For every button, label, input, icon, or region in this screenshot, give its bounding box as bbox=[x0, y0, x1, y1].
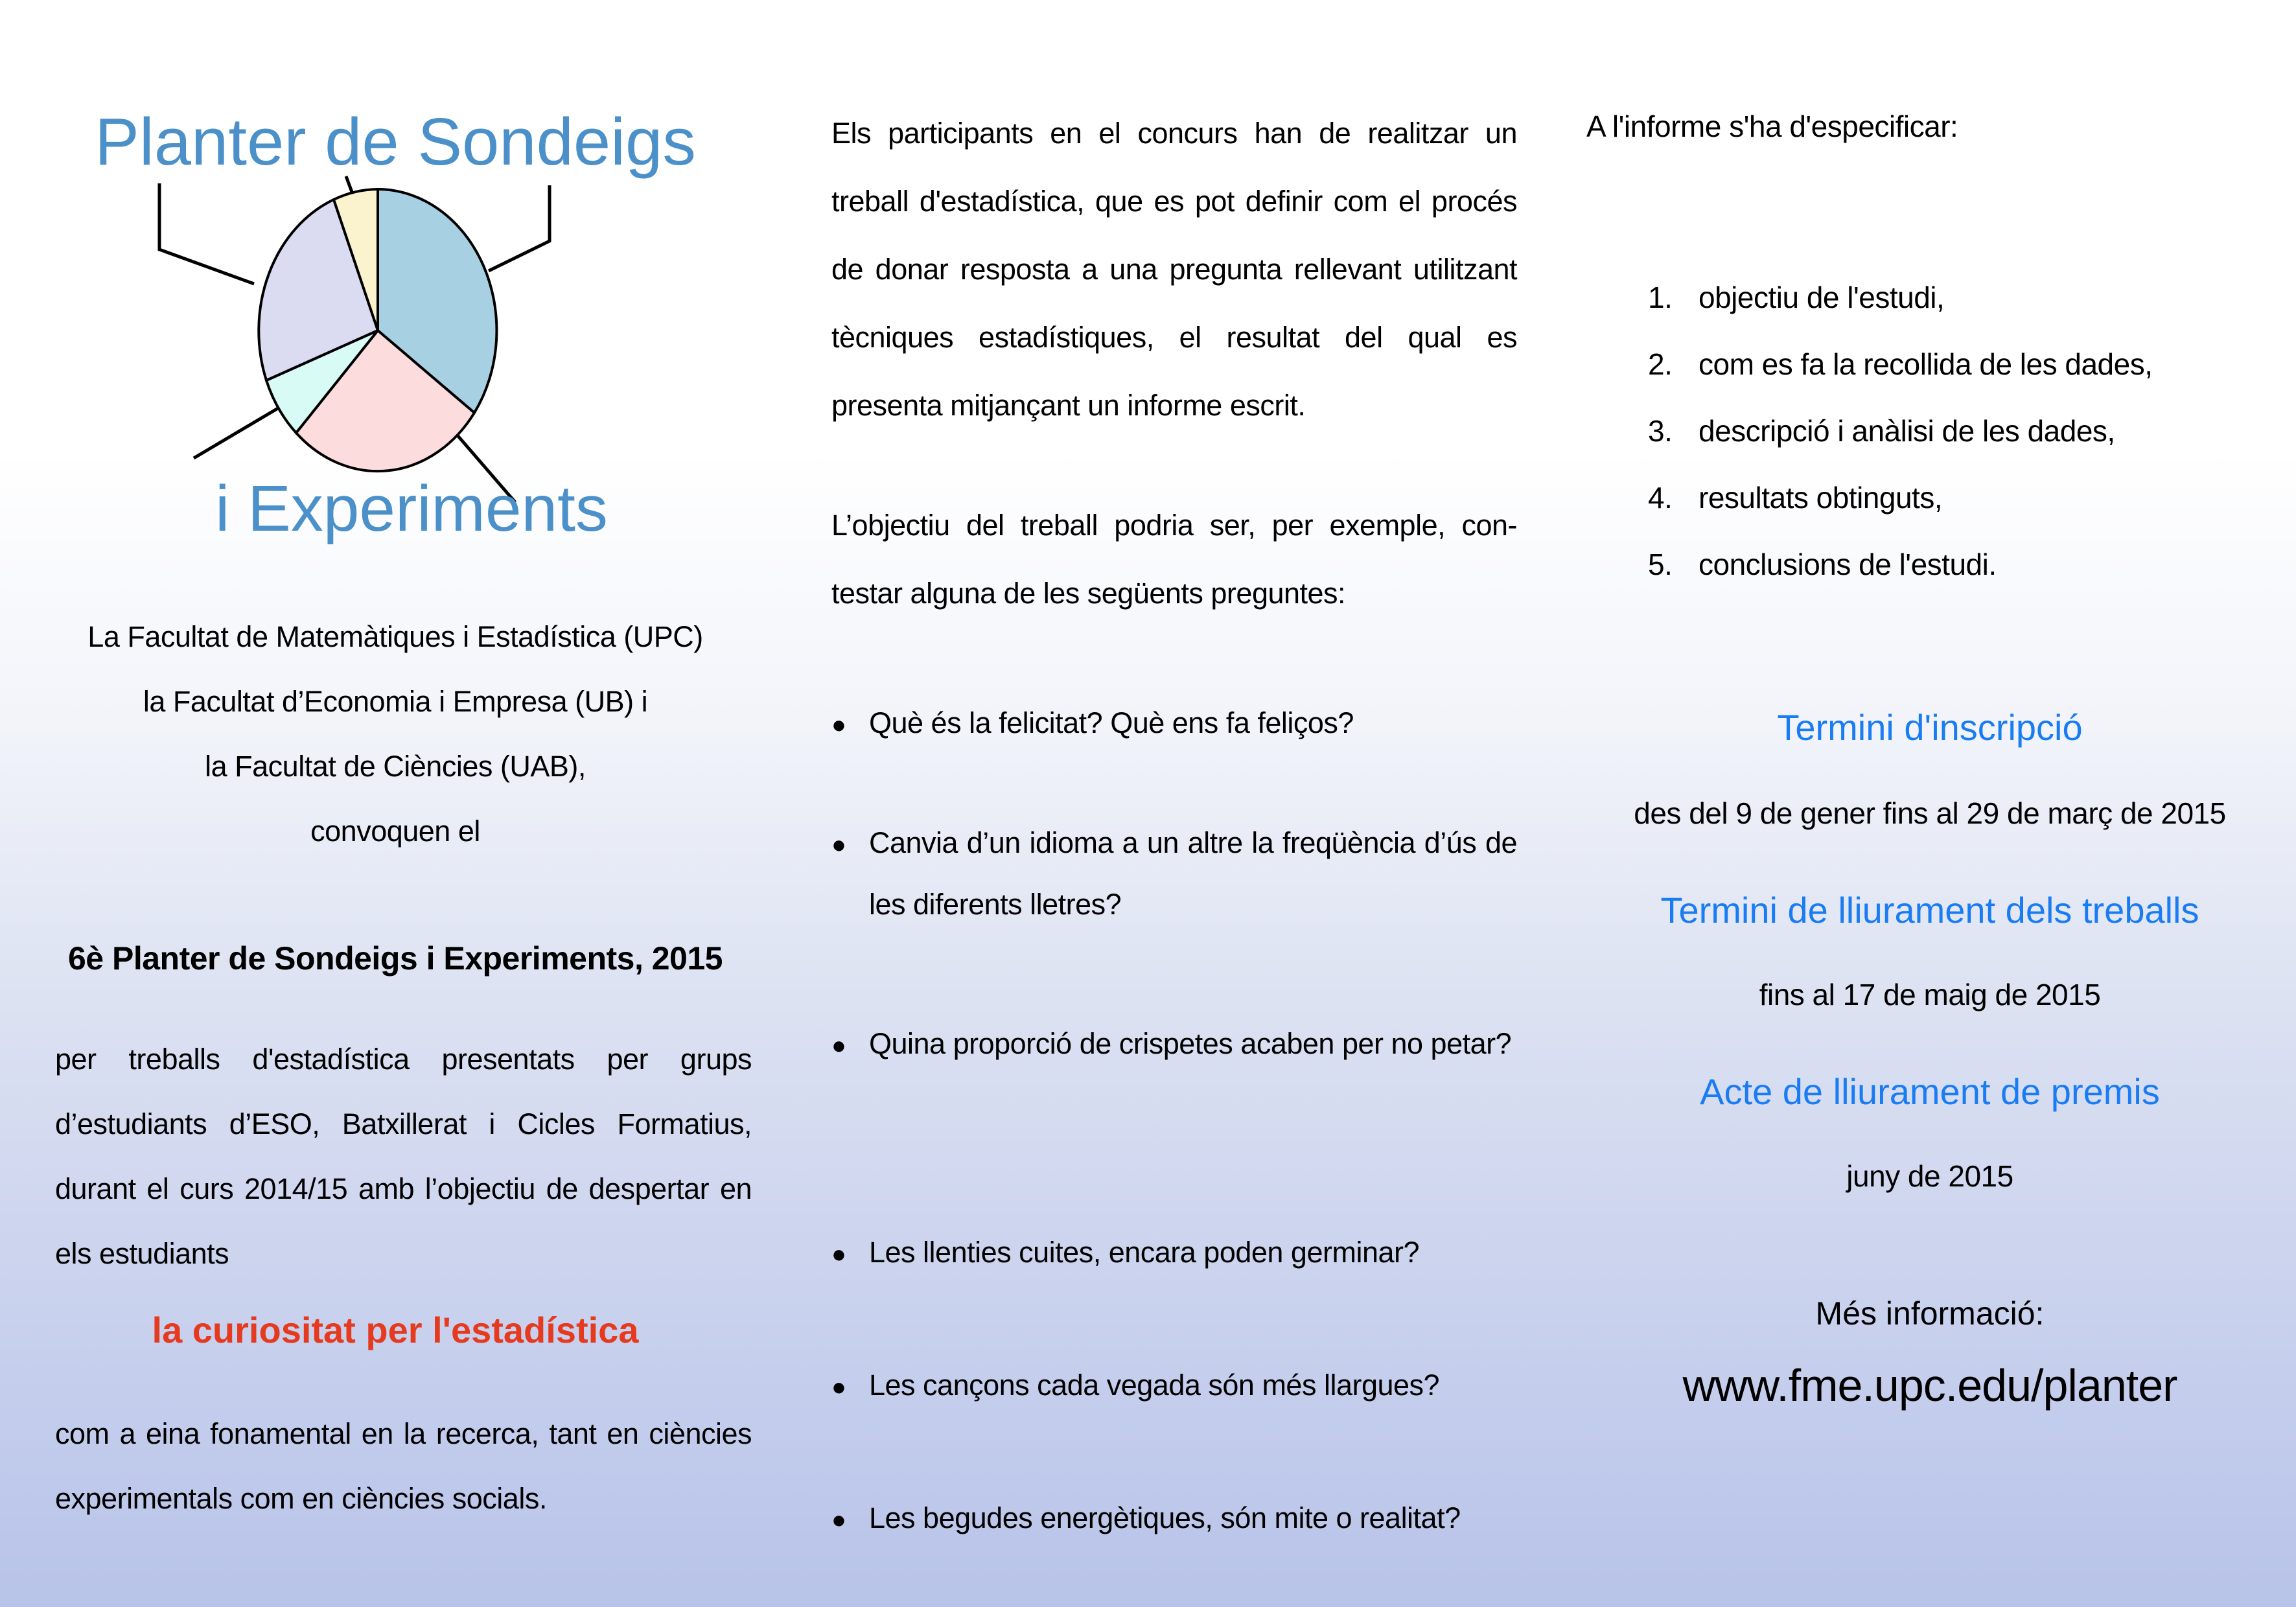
report-item: objectiu de l'estudi, bbox=[1699, 281, 1945, 314]
more-info-label: Més informació: bbox=[1815, 1295, 2045, 1332]
question-item: ● Què és la felicitat? Què ens fa feliços? bbox=[831, 692, 1517, 754]
question-item: ● Quina proporció de crispetes acaben per no petar? bbox=[831, 1013, 1517, 1074]
deadline-heading-inscription: Termini d'inscripció bbox=[1777, 707, 2083, 748]
question-item: ● Les begudes energètiques, són mite o realitat? bbox=[831, 1487, 1517, 1549]
objective-line1: L’objectiu del treball podria ser, per exemple, con- bbox=[831, 509, 1517, 542]
deadline-heading-submission: Termini de lliurament dels treballs bbox=[1660, 890, 2199, 931]
rules-paragraph: Els participants en el concurs han de realitzar un treball d'estadística, que es pot definir com el procés de donar resposta a una pregunta rellevant utilitzant tècniques estadístiques, el resultat del qual es presenta mitjançant un informe escrit. bbox=[831, 117, 1517, 422]
objective-paragraph bbox=[831, 491, 1517, 627]
deadline-heading-awards: Acte de lliurament de premis bbox=[1700, 1071, 2160, 1112]
leader-line-bottom-left bbox=[194, 408, 278, 458]
logo-title-line2: i Experiments bbox=[215, 472, 608, 545]
leader-line-left bbox=[159, 183, 254, 284]
highlight-statement: la curiositat per l'estadística bbox=[152, 1310, 639, 1350]
report-item: com es fa la recollida de les dades, bbox=[1699, 347, 2153, 381]
report-item: descripció i anàlisi de les dades, bbox=[1699, 414, 2115, 448]
organizer-line: convoquen el bbox=[310, 815, 480, 848]
organizers-block bbox=[39, 605, 752, 864]
leader-line-right bbox=[489, 185, 550, 271]
question-item: ● Canvia d’un idioma a un altre la freqüència d’ús de les diferents lletres? bbox=[831, 812, 1517, 935]
report-heading: A l'informe s'ha d'especificar: bbox=[1586, 110, 1958, 143]
report-items-list bbox=[1648, 264, 2270, 598]
question-item: ● Les llenties cuites, encara poden germinar? bbox=[831, 1221, 1517, 1283]
question-item: ● Les cançons cada vegada són més llargues? bbox=[831, 1354, 1517, 1416]
contest-description-paragraph: per treballs d'estadística presentats per grups d’estudiants d’ESO, Batxillerat i Cicles Formatius, durant el curs 2014/15 amb l’objectiu de despertar en els estudiants bbox=[55, 1043, 752, 1270]
website-url: www.fme.upc.edu/planter bbox=[1682, 1360, 2177, 1411]
deadline-detail-inscription: des del 9 de gener fins al 29 de març de 2015 bbox=[1634, 796, 2226, 830]
objective-line2: testar alguna de les següents preguntes: bbox=[831, 577, 1346, 610]
report-item: conclusions de l'estudi. bbox=[1699, 548, 1997, 581]
report-item: resultats obtinguts, bbox=[1699, 481, 1943, 514]
closing-paragraph: com a eina fonamental en la recerca, tant en ciències experimentals com en ciències socials. bbox=[55, 1417, 752, 1515]
organizer-line: La Facultat de Matemàtiques i Estadística (UPC) bbox=[87, 620, 703, 653]
organizer-line: la Facultat d’Economia i Empresa (UB) i bbox=[143, 685, 648, 718]
contest-title: 6è Planter de Sondeigs i Experiments, 2015 bbox=[68, 940, 723, 977]
logo-title-line1: Planter de Sondeigs bbox=[95, 104, 696, 179]
organizer-line: la Facultat de Ciències (UAB), bbox=[205, 750, 586, 783]
deadline-detail-submission: fins al 17 de maig de 2015 bbox=[1759, 978, 2101, 1012]
deadline-detail-awards: juny de 2015 bbox=[1846, 1159, 2013, 1193]
